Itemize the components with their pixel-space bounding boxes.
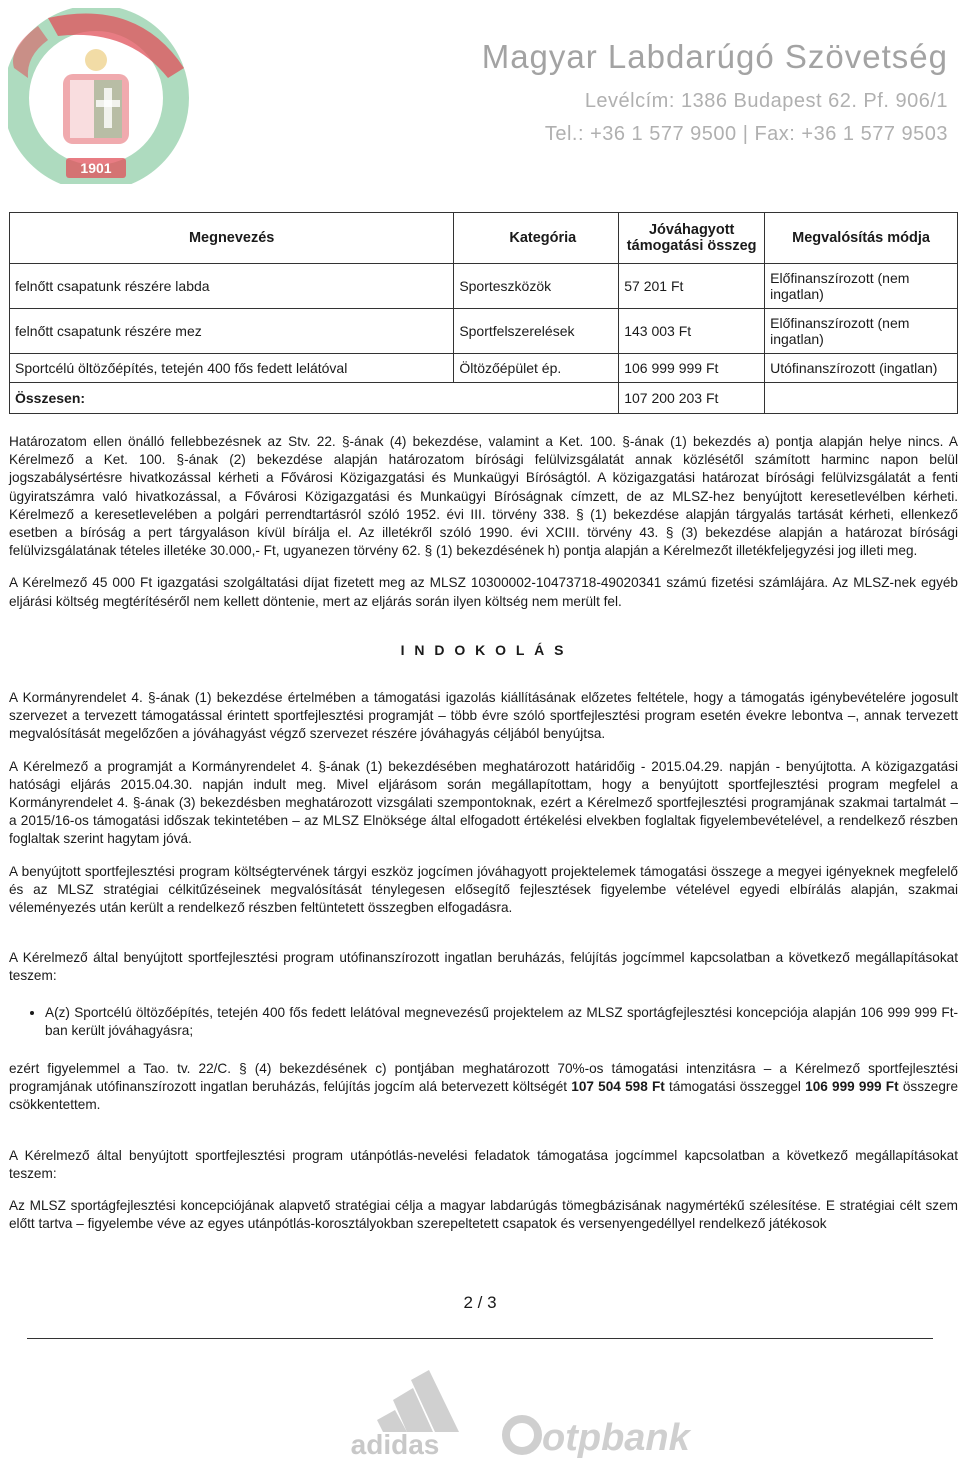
column-header: Megvalósítás módja bbox=[765, 213, 958, 264]
table-cell: Előfinanszírozott (nem ingatlan) bbox=[765, 264, 958, 309]
table-row bbox=[10, 309, 958, 354]
organization-info bbox=[482, 38, 948, 146]
table-row bbox=[10, 354, 958, 383]
footer-divider bbox=[27, 1338, 933, 1339]
table-cell: felnőtt csapatunk részére labda bbox=[10, 264, 454, 309]
paragraph: A Kérelmező által benyújtott sportfejlesztési program utánpótlás-nevelési feladatok támogatása jogcímmel kapcsolatban a következő megállapításokat teszem: bbox=[9, 1147, 958, 1181]
table-header-row bbox=[10, 213, 958, 264]
table-cell: 106 999 999 Ft bbox=[619, 354, 765, 383]
paragraph: A Kérelmező 45 000 Ft igazgatási szolgáltatási díjat fizetett meg az MLSZ 10300002-10473718-49020341 számú fizetési számlájára. Az MLSZ-nek egyéb eljárási költség megtérítéséről nem kellett döntenie, mert az eljárás során ilyen költség nem merült fel. bbox=[9, 575, 958, 609]
paragraph: A Kérelmező által benyújtott sportfejlesztési program utófinanszírozott ingatlan beruházás, felújítás jogcímmel kapcsolatban a következő megállapításokat teszem: bbox=[9, 950, 958, 984]
table-cell: felnőtt csapatunk részére mez bbox=[10, 309, 454, 354]
table-cell: Sportcélú öltözőépítés, tetején 400 fős fedett lelátóval bbox=[10, 354, 454, 383]
total-label: Összesen: bbox=[10, 383, 619, 414]
grants-table bbox=[9, 212, 958, 414]
otpbank-logo bbox=[500, 1370, 700, 1460]
paragraph: A benyújtott sportfejlesztési program költségtervének tárgyi eszköz jogcímen jóváhagyott projektelemek támogatási összege a megyei igényeknek megfelelő és az MLSZ stratégiai célkitűzéseinek megvalósítását ténylegesen elősegítő fejlesztések figyelembe vételével egyedi elbírálás alapján, szakmai véleményezés után került a rendelkező részben feltüntetett összegben elfogadásra. bbox=[9, 863, 958, 916]
paragraph: A Kormányrendelet 4. §-ának (1) bekezdése értelmében a támogatási igazolás kiállításának előzetes feltétele, hogy a támogatás igénybevételére jogosult szervezet a tervezett támogatással érintett sportfejlesztési programját – több évre szóló sportfejlesztési program esetén évekre lebontva –, annak tervezett megvalósítását megelőzően a jóváhagyást végző szervezet részére jóváhagyás céljából benyújtsa. bbox=[9, 690, 958, 742]
table-row bbox=[10, 264, 958, 309]
table-cell: Öltözőépület ép. bbox=[454, 354, 619, 383]
table-total-row bbox=[10, 383, 958, 414]
table-cell: Utófinanszírozott (ingatlan) bbox=[765, 354, 958, 383]
table-cell: 57 201 Ft bbox=[619, 264, 765, 309]
adidas-wordmark: adidas bbox=[350, 1429, 440, 1460]
organization-phone-fax: Tel.: +36 1 577 9500 | Fax: +36 1 577 9503 bbox=[544, 123, 948, 145]
logo-year: 1901 bbox=[80, 160, 112, 176]
column-header: Jóváhagyott támogatási összeg bbox=[619, 213, 765, 264]
letterhead bbox=[0, 0, 960, 190]
bullet-list bbox=[9, 1004, 958, 1040]
page-number: 2 / 3 bbox=[463, 1293, 497, 1312]
total-value: 107 200 203 Ft bbox=[619, 383, 765, 414]
paragraph: ezért figyelemmel a Tao. tv. 22/C. § (4) bekezdésének c) pontjában meghatározott 70%-os támogatási intenzitásra – a Kérelmező sportfejlesztési programjának utófinanszírozott ingatlan beruházás, felújítás jogcím alá betervezett költségét 107 504 598 Ft támogatási összeggel 106 999 999 Ft összegre csökkentettem. bbox=[9, 1061, 959, 1113]
document-body bbox=[9, 433, 958, 1248]
mlsz-logo bbox=[8, 8, 190, 184]
list-item: • A(z) Sportcélú öltözőépítés, tetején 400 fős fedett lelátóval megnevezésű projektelem az MLSZ sportágfejlesztési koncepciója alapján 106 999 999 Ft-ban került jóváhagyásra; bbox=[45, 1004, 958, 1040]
organization-name: Magyar Labdarúgó Szövetség bbox=[481, 38, 948, 75]
table-cell: Előfinanszírozott (nem ingatlan) bbox=[765, 309, 958, 354]
table-cell: Sporteszközök bbox=[454, 264, 619, 309]
otpbank-wordmark: otpbank bbox=[542, 1417, 690, 1459]
paragraph: A Kérelmező a programját a Kormányrendelet 4. §-ának (1) bekezdésében meghatározott határidőig - 2015.04.29. napján - benyújtotta. A közigazgatási hatósági eljárás 2015.04.30. napján indult meg. Mivel eljárásom során megállapítottam, hogy a benyújtott sportfejlesztési program megfelel a Kormányrendelet 4. §-ának (3) bekezdésben meghatározott vizsgálati szempontoknak, ezért a Kérelmező sportfejlesztési programjának szakmai tartalmát – a 2015/16-os támogatási időszak tekintetében – az MLSZ Elnöksége által elfogadott értékelési elvekben foglaltak figyelembevételével, a rendelkező részben foglaltak szerint hagytam jóvá. bbox=[9, 758, 958, 847]
column-header: Megnevezés bbox=[10, 213, 454, 264]
paragraph: Határozatom ellen önálló fellebbezésnek az Stv. 22. §-ának (4) bekezdése, valamint a Ket. 100. §-ának (1) bekezdés a) pontja alapján helye nincs. A Kérelmező a Ket. 100. §-ának (2) bekezdése alapján határozatom bírósági felülvizsgálatát annak közlésétől számított harminc napon belül jogszabálysértésre hivatkozással kérheti a Fővárosi Közigazgatási és Munkaügyi Bíróságtól. A közigazgatási határozat bírósági felülvizsgálatát a fenti ügyiratszámra való hivatkozással, a Fővárosi Közigazgatási és Munkaügyi Bíróságnak címzett, de az MLSZ-hez benyújtott keresetlevélben kérheti. Kérelmező a keresetlevelében a polgári perrendtartásról szóló 1952. évi III. törvény 338. § (1) bekezdése alapján tárgyalás tartását kérheti, ellenkező esetben a bíróság a pert tárgyaláson kívül bírálja el. Az illetékről szóló 1990. évi XCIII. törvény 43. § (3) bekezdése alapján a határozat bírósági felülvizsgálatának tételes illetéke 30.000,- Ft, ugyanezen törvény 62. § (1) bekezdésének h) pontja alapján a Kérelmezőt illetékfeljegyzési jog illeti meg. bbox=[9, 434, 958, 559]
table-cell: Sportfelszerelések bbox=[454, 309, 619, 354]
adidas-logo bbox=[335, 1370, 465, 1460]
table-cell-empty bbox=[765, 383, 958, 414]
section-heading: I N D O K O L Á S bbox=[400, 641, 567, 658]
table-cell: 143 003 Ft bbox=[619, 309, 765, 354]
organization-address: Levélcím: 1386 Budapest 62. Pf. 906/1 bbox=[584, 90, 948, 112]
column-header: Kategória bbox=[454, 213, 619, 264]
paragraph: Az MLSZ sportágfejlesztési koncepciójának alapvető stratégiai célja a magyar labdarúgás tömegbázisának nagymértékű szélesítése. E stratégiai célt szem előtt tartva – figyelembe véve az egyes utánpótlás-korosztályokban szerepeltetett csapatok és versenyengedéllyel rendelkező játékosok bbox=[9, 1198, 958, 1232]
